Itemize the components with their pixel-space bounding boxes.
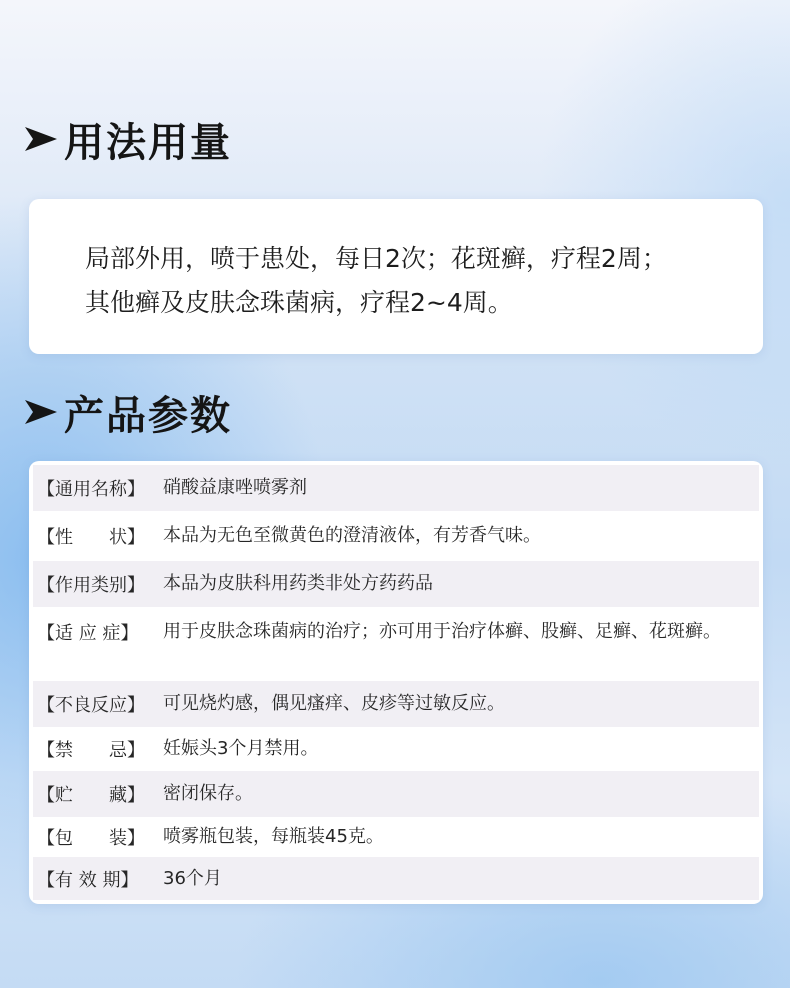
param-value: 密闭保存。 — [163, 783, 253, 804]
param-row-category — [33, 561, 759, 607]
param-label: 【包 装】 — [37, 828, 145, 849]
param-row-appearance — [33, 511, 759, 561]
params-section-heading — [24, 386, 232, 438]
param-row-generic-name — [33, 465, 759, 511]
param-value: 36个月 — [163, 867, 222, 889]
param-value: 本品为皮肤科用药类非处方药药品 — [163, 573, 433, 594]
param-label: 【禁 忌】 — [37, 740, 145, 761]
usage-section-title: 用法用量 — [64, 119, 232, 166]
param-label: 【通用名称】 — [37, 479, 145, 500]
param-label: 【适 应 症】 — [37, 623, 139, 644]
usage-text — [85, 237, 745, 325]
param-row-indications — [33, 607, 759, 681]
param-row-adverse-reactions — [33, 681, 759, 727]
param-value: 妊娠头3个月禁用。 — [163, 738, 319, 759]
param-label: 【有 效 期】 — [37, 869, 139, 891]
param-value: 用于皮肤念珠菌病的治疗；亦可用于治疗体癣、股癣、足癣、花斑癣。 — [163, 621, 721, 642]
arrow-right-icon — [24, 399, 58, 425]
param-row-packaging — [33, 817, 759, 857]
usage-line-2: 其他癣及皮肤念珠菌病，疗程2~4周。 — [85, 288, 513, 317]
param-label: 【作用类别】 — [37, 575, 145, 596]
params-table — [29, 461, 763, 904]
param-label: 【不良反应】 — [37, 695, 145, 716]
arrow-right-icon — [24, 126, 58, 152]
param-label: 【性 状】 — [37, 527, 145, 548]
usage-card — [29, 199, 763, 354]
usage-section-heading — [24, 113, 232, 165]
param-value: 喷雾瓶包装，每瓶装45克。 — [163, 826, 384, 847]
param-value: 本品为无色至微黄色的澄清液体，有芳香气味。 — [163, 525, 541, 546]
params-section-title: 产品参数 — [64, 392, 232, 439]
param-value: 可见烧灼感，偶见瘙痒、皮疹等过敏反应。 — [163, 693, 505, 714]
param-value: 硝酸益康唑喷雾剂 — [163, 477, 307, 498]
param-row-storage — [33, 771, 759, 817]
param-row-contraindications — [33, 727, 759, 771]
usage-line-1: 局部外用，喷于患处，每日2次；花斑癣，疗程2周； — [85, 244, 667, 273]
param-row-shelf-life — [33, 857, 759, 900]
param-label: 【贮 藏】 — [37, 785, 145, 806]
